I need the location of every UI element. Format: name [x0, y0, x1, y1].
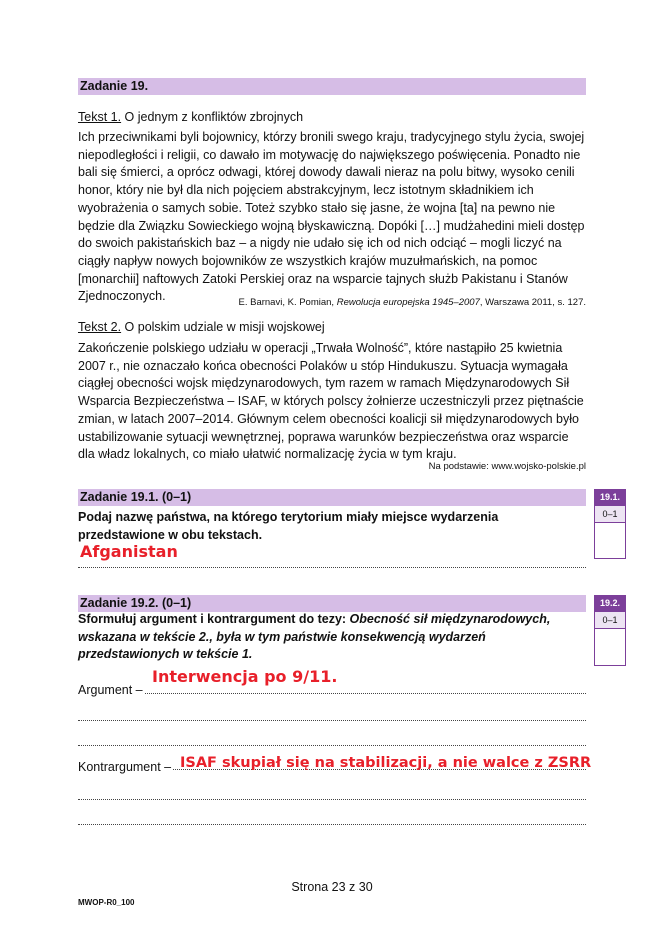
score-box-19-2 [594, 595, 626, 666]
argument-label: Argument – [78, 683, 143, 697]
text1-label: Tekst 1. [78, 110, 122, 124]
text1-body: Ich przeciwnikami byli bojownicy, którzy bronili swego kraju, tradycyjnego stylu życia, swojej niepodległości i religii, co dawało im motywację do największego poświęcenia. Ponadto nie bali się śmierci, a oprócz odwagi, której dowody dawali nieraz na polu bitwy, wysoko cenili honor, który nie był dla nich pojęciem abstrakcyjnym, lecz istotnym składnikiem ich wyobrażenia o samych sobie. Toteż szybko stało się jasne, że wojna [ta] na pewno nie będzie dla Związku Sowieckiego wojną błyskawiczną. Dopóki […] mudżahedini mieli dostęp do swoich pakistańskich baz – a nigdy nie udało się ich od nich odciąć – mogli liczyć na ciągły napływ nowych bojowników ze wszystkich krajów muzułmańskich, na pomoc [monarchii] naftowych Zatoki Perskiej oraz na wsparcie tajnych służb Pakistanu i Stanów Zjednoczonych. [78, 130, 585, 304]
counterargument-answer: ISAF skupiał się na stabilizacji, a nie walce z ZSRR [180, 755, 592, 771]
score-box-19-1-points: 0–1 [594, 506, 626, 523]
counterargument-line-3[interactable] [78, 815, 586, 825]
score-box-19-2-points: 0–1 [594, 612, 626, 629]
counterargument-label: Kontrargument – [78, 760, 172, 774]
text1-source-prefix: E. Barnavi, K. Pomian, [238, 297, 337, 308]
task-19-2-header [78, 595, 586, 612]
text1-title [78, 110, 303, 124]
score-box-19-1-field[interactable] [594, 523, 626, 559]
score-box-19-2-id: 19.2. [594, 595, 626, 612]
argument-answer: Interwencja po 9/11. [152, 667, 338, 686]
task-19-1-answer: Afganistan [80, 542, 178, 561]
argument-line-3[interactable] [78, 736, 586, 746]
text1-source-suffix: , Warszawa 2011, s. 127. [479, 297, 586, 308]
task-19-2-prompt-text: Sformułuj argument i kontrargument do tezy: [78, 612, 350, 626]
task-19-2-heading: Zadanie 19.2. (0–1) [80, 596, 192, 610]
text1-source-title: Rewolucja europejska 1945–2007 [336, 297, 480, 308]
argument-line-2[interactable] [78, 711, 586, 721]
text2-title-text: O polskim udziale w misji wojskowej [121, 320, 325, 334]
counterargument-line-2[interactable] [78, 790, 586, 800]
score-box-19-1-id: 19.1. [594, 489, 626, 506]
text2-source: Na podstawie: www.wojsko-polskie.pl [428, 461, 586, 472]
score-box-19-1 [594, 489, 626, 559]
text2-label: Tekst 2. [78, 320, 122, 334]
text2-title [78, 320, 325, 334]
task-19-1-heading: Zadanie 19.1. (0–1) [80, 490, 192, 504]
task-19-heading: Zadanie 19. [80, 79, 149, 93]
task-19-2-prompt [78, 611, 588, 664]
task-19-2-thesis: Obecność sił międzynarodowych, wskazana w tekście 2., była w tym państwie konsekwencją wydarzeń przedstawionych w tekście 1. [78, 612, 551, 662]
task-19-1-header [78, 489, 586, 506]
exam-code: MWOP-R0_100 [78, 898, 135, 907]
text2-body: Zakończenie polskiego udziału w operacji „Trwała Wolność”, które nastąpiło 25 kwietnia 2007 r., nie oznaczało końca obecności Polaków u stóp Hindukuszu. Sytuacja wymagała ciągłej obecności wojsk międzynarodowych, tym razem w ramach Międzynarodowych Sił Wsparcia Bezpieczeństwa – ISAF, w których polscy żołnierze uczestniczyli przez piętnaście zmian, w latach 2007–2014. Głównym celem obecności koalicji sił międzynarodowych było ustabilizowanie sytuacji wewnętrznej, poprawa warunków bezpieczeństwa oraz wsparcie dla władz lokalnych, co miało ułatwić normalizację życia w tym kraju. [78, 341, 584, 462]
text1-source [239, 297, 587, 308]
task-19-1-prompt: Podaj nazwę państwa, na którego terytorium miały miejsce wydarzenia przedstawione w obu tekstach. [78, 510, 499, 542]
page-number: Strona 23 z 30 [291, 880, 373, 894]
text1-title-text: O jednym z konfliktów zbrojnych [121, 110, 304, 124]
task-19-header [78, 78, 586, 95]
score-box-19-2-field[interactable] [594, 629, 626, 666]
